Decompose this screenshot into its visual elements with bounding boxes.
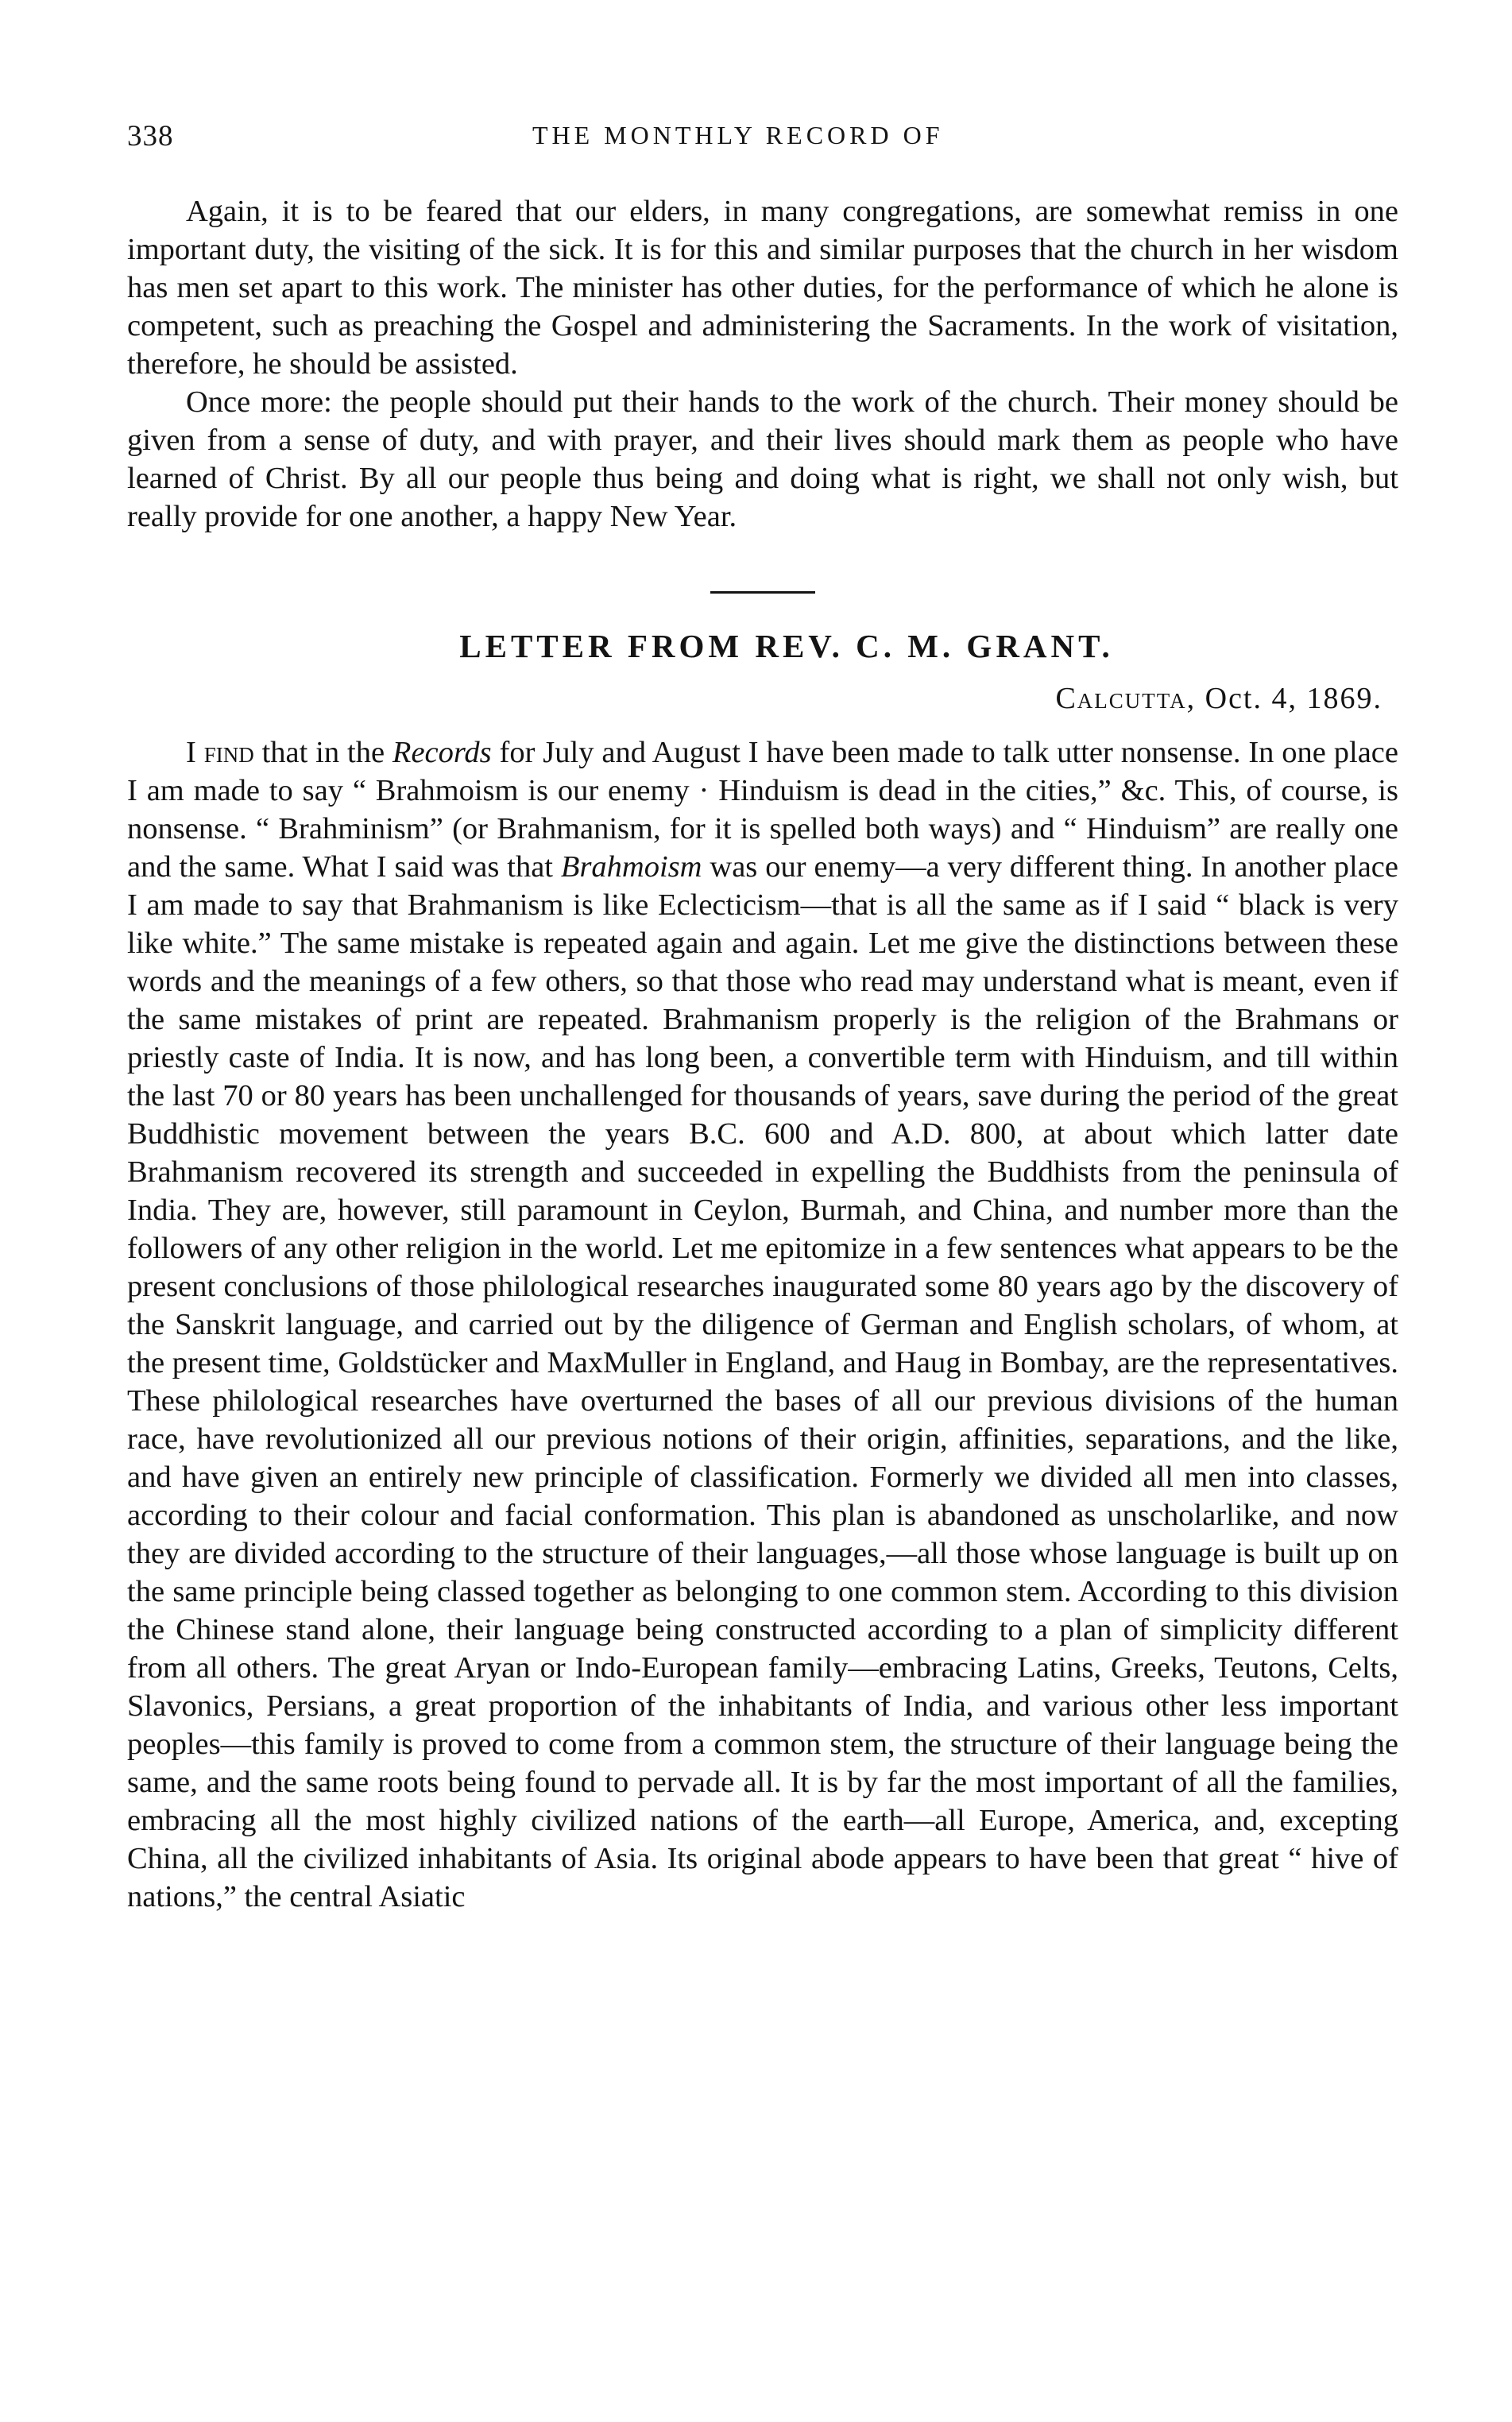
letter-lead-in: I find <box>186 736 254 769</box>
paragraph-once-more: Once more: the people should put their hands to the work of the church. Their money should be given from a sense of duty, and with prayer, and their lives should mark them as people who have learned of Christ. By all our people thus being and doing what is right, we shall not only wish, but really provide for one another, a happy New Year. <box>127 385 1398 533</box>
letter-text-2: for July and August I have been made to talk utter nonsense. In one place I am made to say “ Brahmoism is our enemy · Hinduism is dead in the cities,” &c. This, of course, is nonsense. “ Brahminism” (or Brahmanism, for it is spelled both ways) and “ Hinduism” are really one and the same. What I said was that <box>127 736 1398 884</box>
section-divider <box>710 591 815 594</box>
letter-italic-brahmoism: Brahmoism <box>560 850 702 884</box>
letter-date: Oct. 4, 1869. <box>1205 682 1382 715</box>
running-head <box>127 119 1398 159</box>
page-number: 338 <box>127 120 174 153</box>
letter-title: LETTER FROM REV. C. M. GRANT. <box>459 628 1114 664</box>
letter-dateline <box>127 681 1398 716</box>
letter-italic-records: Records <box>392 736 492 769</box>
preceding-article-end <box>127 192 1398 536</box>
document-page <box>127 119 1398 1916</box>
letter-paragraph <box>127 733 1398 1916</box>
letter-text-1: that in the <box>253 736 393 769</box>
journal-title: THE MONTHLY RECORD OF <box>532 121 944 149</box>
letter-place: Calcutta, <box>1055 682 1197 715</box>
letter-body <box>127 733 1398 1916</box>
letter-text-3: was our enemy—a very different thing. In another place I am made to say that Brahmanism is like Eclecticism—that is all the same as if I said “ black is very like white.” The same mistake is repeated again and again. Let me give the distinctions between these words and the meanings of a few others, so that those who read may understand what is meant, even if the same mistakes of print are repeated. Brahmanism properly is the religion of the Brahmans or priestly caste of India. It is now, and has long been, a convertible term with Hinduism, and till within the last 70 or 80 years has been unchallenged for thousands of years, save during the period of the great Buddhistic movement between the years B.C. 600 and A.D. 800, at about which latter date Brahmanism recovered its strength and succeeded in expelling the Buddhists from the peninsula of India. They are, however, still paramount in Ceylon, Burmah, and China, and number more than the followers of any other religion in the world. Let me epitomize in a few sentences what appears to be the present conclusions of those philological researches inaugurated some 80 years ago by the discovery of the Sanskrit language, and carried out by the diligence of German and English scholars, of whom, at the present time, Goldstücker and MaxMuller in England, and Haug in Bombay, are the representatives. These philological researches have overturned the bases of all our previous divisions of the human race, have revolutionized all our previous notions of their origin, affinities, separations, and the like, and have given an entirely new principle of classification. Formerly we divided all men into classes, according to their colour and facial conformation. This plan is abandoned as unscholarlike, and now they are divided according to the structure of their languages,—all those whose language is built up on the same principle being classed together as belonging to one common stem. According to this division the Chinese stand alone, their language being constructed according to a plan of simplicity different from all others. The great Aryan or Indo-European family—embracing Latins, Greeks, Teutons, Celts, Slavonics, Persians, a great proportion of the inhabitants of India, and various other less important peoples—this family is proved to come from a common stem, the structure of their language being the same, and the same roots being found to pervade all. It is by far the most important of all the families, embracing all the most highly civilized nations of the earth—all Europe, America, and, excepting China, all the civilized inhabitants of Asia. Its original abode appears to have been that great “ hive of nations,” the central Asiatic <box>127 850 1398 1913</box>
paragraph-visitation: Again, it is to be feared that our elders, in many congregations, are somewhat remiss in one important duty, the visiting of the sick. It is for this and similar purposes that the church in her wisdom has men set apart to this work. The minister has other duties, for the performance of which he alone is competent, such as preaching the Gospel and administering the Sacraments. In the work of visitation, therefore, he should be assisted. <box>127 195 1398 381</box>
